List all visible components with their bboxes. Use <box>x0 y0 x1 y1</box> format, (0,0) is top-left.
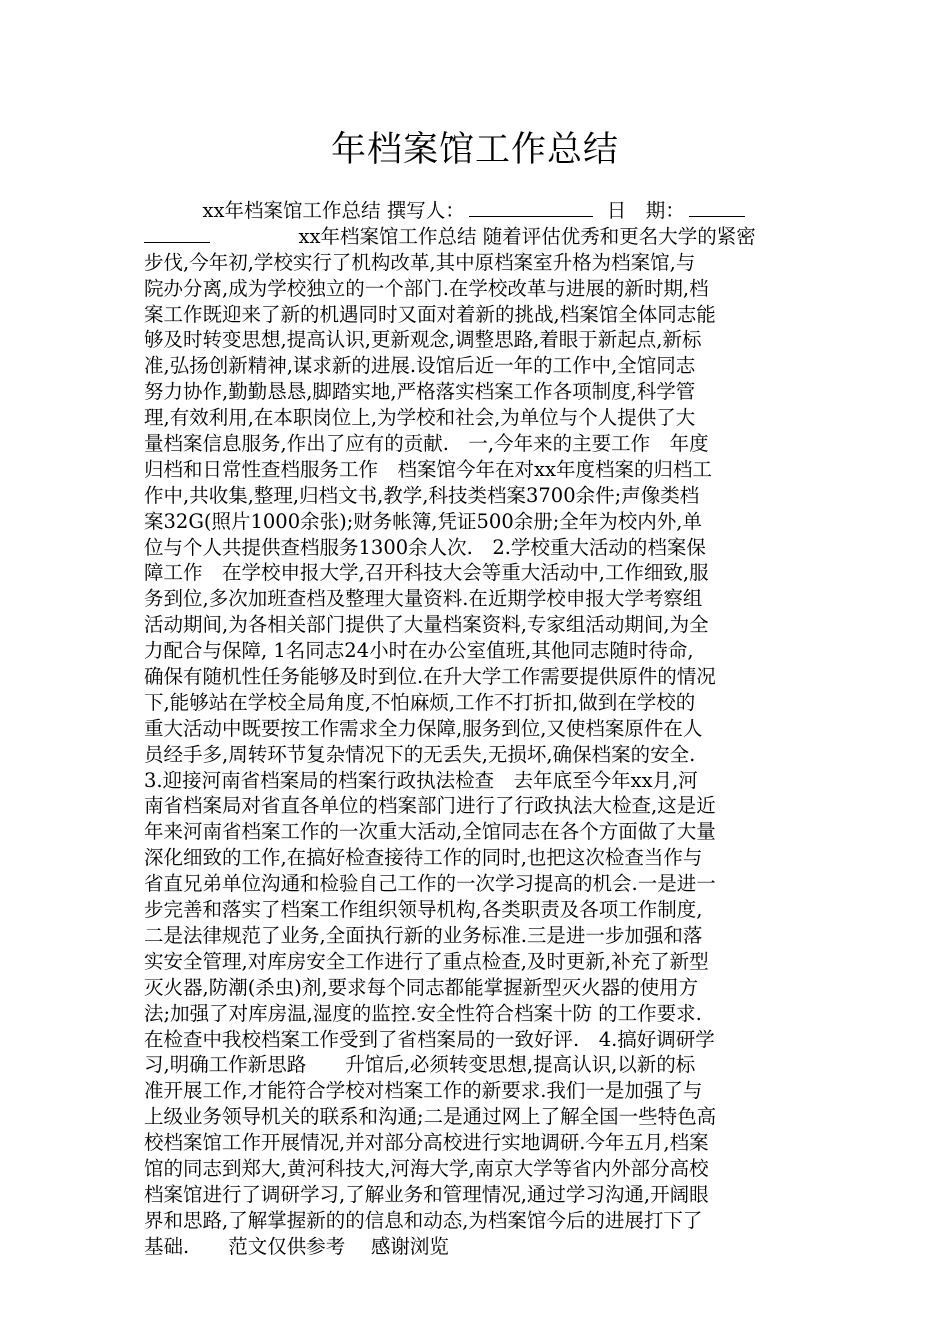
author-blank <box>469 198 593 217</box>
body-line: 准开展工作,才能符合学校对档案工作的新要求.我们一是加强了与 <box>144 1079 703 1103</box>
document-title: 年档案馆工作总结 <box>330 130 619 170</box>
body-line: 位与个人共提供查档服务1300余人次. 2.学校重大活动的档案保 <box>144 535 706 559</box>
body-line: 作中,共收集,整理,归档文书,教学,科技类档案3700余件;声像类档 <box>144 483 700 507</box>
closing-line: 基础. 范文仅供参考 感谢浏览 <box>144 1234 449 1258</box>
body-line: 够及时转变思想,提高认识,更新观念,调整思路,着眼于新起点,新标 <box>144 328 702 352</box>
body-line: 步伐,今年初,学校实行了机构改革,其中原档案室升格为档案馆,与 <box>144 250 696 274</box>
body-line: 步完善和落实了档案工作组织领导机构,各类职责及各项工作制度, <box>144 898 703 922</box>
body-line: 院办分离,成为学校独立的一个部门.在学校改革与进展的新时期,档 <box>144 276 709 300</box>
body-line: 实安全管理,对库房安全工作进行了重点检查,及时更新,补充了新型 <box>144 949 709 973</box>
body-line: 努力协作,勤勤恳恳,脚踏实地,严格落实档案工作各项制度,科学管 <box>144 380 696 404</box>
body-line: 3.迎接河南省档案局的档案行政执法检查 去年底至今年xx月,河 <box>144 768 698 792</box>
body-line-text: xx年档案馆工作总结 随着评估优秀和更名大学的紧密 <box>240 224 756 248</box>
body-line: 准,弘扬创新精神,谋求新的进展.设馆后近一年的工作中,全馆同志 <box>144 354 696 378</box>
body-line: 年来河南省档案工作的一次重大活动,全馆同志在各个方面做了大量 <box>144 820 716 844</box>
body-line: 重大活动中既要按工作需求全力保障,服务到位,又使档案原件在人 <box>144 716 703 740</box>
body-line: 上级业务领导机关的联系和沟通;二是通过网上了解全国一些特色高 <box>144 1105 717 1129</box>
body-line: 员经手多,周转环节复杂情况下的无丢失,无损坏,确保档案的安全. <box>144 742 696 766</box>
body-line: 力配合与保障, 1名同志24小时在办公室值班,其他同志随时待命, <box>144 639 694 663</box>
body-line: 校档案馆工作开展情况,并对部分高校进行实地调研.今年五月,档案 <box>144 1131 709 1155</box>
body-line: 案工作既迎来了新的机遇同时又面对着新的挑战,档案馆全体同志能 <box>144 302 716 326</box>
body-line: 量档案信息服务,作出了应有的贡献. 一,今年来的主要工作 年度 <box>144 432 709 456</box>
body-line: 档案馆进行了调研学习,了解业务和管理情况,通过学习沟通,开阔眼 <box>144 1182 709 1206</box>
body-line: 理,有效利用,在本职岗位上,为学校和社会,为单位与个人提供了大 <box>144 406 696 430</box>
body-line: 归档和日常性查档服务工作 档案馆今年在对xx年度档案的归档工 <box>144 457 712 481</box>
body-line: 法;加强了对库房温,湿度的监控.安全性符合档案十防 的工作要求. <box>144 1001 702 1025</box>
document-body <box>144 198 807 1260</box>
body-line: 南省档案局对省直各单位的档案部门进行了行政执法大检查,这是近 <box>144 794 716 818</box>
author-label: xx年档案馆工作总结 撰写人： <box>144 199 465 222</box>
body-line: 深化细致的工作,在搞好检查接待工作的同时,也把这次检查当作与 <box>144 846 703 870</box>
body-line: 下,能够站在学校全局角度,不怕麻烦,工作不打折扣,做到在学校的 <box>144 690 696 714</box>
body-line: 二是法律规范了业务,全面执行新的业务标准.三是进一步加强和落 <box>144 923 703 947</box>
body-line: 省直兄弟单位沟通和检验自己工作的一次学习提高的机会.一是进一 <box>144 872 716 896</box>
body-line: 活动期间,为各相关部门提供了大量档案资料,专家组活动期间,为全 <box>144 613 709 637</box>
body-line: 灭火器,防潮(杀虫)剂,要求每个同志都能掌握新型灭火器的使用方 <box>144 975 699 999</box>
date-blank-b <box>144 224 210 243</box>
date-blank-a <box>689 198 745 217</box>
body-line: 案32G(照片1000余张);财务帐簿,凭证500余册;全年为校内外,单 <box>144 509 702 533</box>
body-line: 习,明确工作新思路 升馆后,必须转变思想,提高认识,以新的标 <box>144 1053 696 1077</box>
header-line <box>144 198 807 224</box>
body-line: 界和思路,了解掌握新的的信息和动态,为档案馆今后的进展打下了 <box>144 1208 703 1232</box>
body-line: 确保有随机性任务能够及时到位.在升大学工作需要提供原件的情况 <box>144 665 716 689</box>
body-line: 障工作 在学校申报大学,召开科技大会等重大活动中,工作细致,服 <box>144 561 709 585</box>
body-line: 务到位,多次加班查档及整理大量资料.在近期学校申报大学考察组 <box>144 587 703 611</box>
body-line-1 <box>144 224 807 250</box>
date-label: 日 期： <box>606 199 685 222</box>
body-line: 馆的同志到郑大,黄河科技大,河海大学,南京大学等省内外部分高校 <box>144 1156 709 1180</box>
body-line: 在检查中我校档案工作受到了省档案局的一致好评. 4.搞好调研学 <box>144 1027 715 1051</box>
